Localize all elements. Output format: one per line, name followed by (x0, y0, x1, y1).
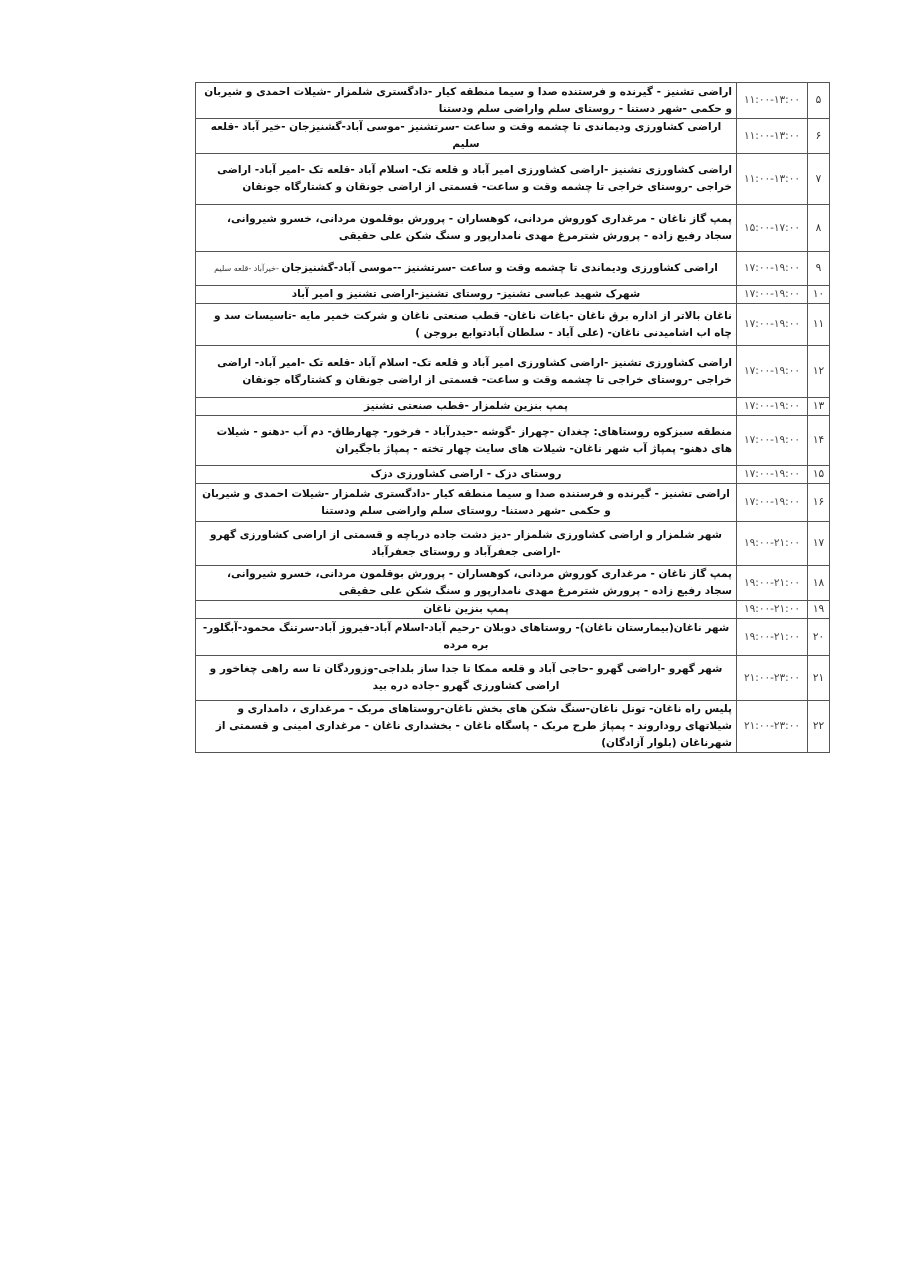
table-row (196, 252, 830, 286)
time-range: ۱۷:۰۰-۱۹:۰۰ (737, 304, 808, 346)
table-row (196, 346, 830, 398)
description-small-text: -خیرآباد -قلعه سلیم (214, 264, 282, 273)
time-range: ۱۵:۰۰-۱۷:۰۰ (737, 205, 808, 252)
description-text: اراضی کشاورزی ودیماندی تا چشمه وقت و ساعت -سرتشنیز -موسی آباد-گشنیزجان -خیر آباد -قلعه سلیم (210, 121, 722, 150)
time-range: ۱۷:۰۰-۱۹:۰۰ (737, 398, 808, 416)
time-range: ۱۱:۰۰-۱۳:۰۰ (737, 119, 808, 154)
area-description (196, 286, 737, 304)
table-row (196, 701, 830, 753)
area-description (196, 304, 737, 346)
time-range: ۱۷:۰۰-۱۹:۰۰ (737, 484, 808, 522)
description-text: اراضی کشاورزی ودیماندی تا چشمه وقت و ساعت -سرتشنیز --موسی آباد-گشنیزجان (281, 262, 718, 274)
row-number: ۵ (808, 83, 830, 119)
row-number: ۱۰ (808, 286, 830, 304)
area-description (196, 701, 737, 753)
time-range: ۱۹:۰۰-۲۱:۰۰ (737, 566, 808, 601)
row-number: ۱۹ (808, 601, 830, 619)
description-text: اراضی تشنیز - گیرنده و فرستنده صدا و سیما منطقه کیار -دادگستری شلمزار -شیلات احمدی و شیربان و حکمی -شهر دستنا - روستای سلم واراضی سلم ودستنا (204, 85, 732, 115)
table-row (196, 619, 830, 656)
description-text: پلیس راه ناغان- تونل ناغان-سنگ شکن های بخش ناغان-روستاهای مربک - مرغداری ، دامداری و شیلاتهای روداروند - پمپاژ طرح مربک - پاسگاه ناغان - بخشداری ناغان - مرغداری امینی و قسمتی از شهرناغان (بلوار آزادگان) (215, 703, 732, 749)
table-row (196, 154, 830, 205)
area-description (196, 398, 737, 416)
row-number: ۲۰ (808, 619, 830, 656)
description-text: اراضی کشاورزی تشنیز -اراضی کشاورزی امیر آباد و قلعه تک- اسلام آباد -قلعه تک -امیر آباد- اراضی خراجی -روستای خراجی تا چشمه وقت و ساعت- قسمتی از اراضی جونقان و کشتارگاه جونقان (217, 164, 732, 193)
time-range: ۱۷:۰۰-۱۹:۰۰ (737, 416, 808, 466)
area-description (196, 656, 737, 701)
time-range: ۱۹:۰۰-۲۱:۰۰ (737, 522, 808, 566)
row-number: ۱۷ (808, 522, 830, 566)
time-range: ۱۷:۰۰-۱۹:۰۰ (737, 346, 808, 398)
description-text: اراضی تشنیز - گیرنده و فرستنده صدا و سیما منطقه کیار -دادگستری شلمزار -شیلات احمدی و شیربان و حکمی -شهر دستنا- روستای سلم واراضی سلم ودستنا (202, 487, 730, 517)
row-number: ۱۲ (808, 346, 830, 398)
row-number: ۶ (808, 119, 830, 154)
time-range: ۲۱:۰۰-۲۳:۰۰ (737, 656, 808, 701)
time-range: ۱۱:۰۰-۱۳:۰۰ (737, 83, 808, 119)
area-description (196, 346, 737, 398)
row-number: ۲۲ (808, 701, 830, 753)
row-number: ۱۸ (808, 566, 830, 601)
description-text: پمپ گاز ناغان - مرغداری کوروش مردانی، کوهساران - پرورش بوقلمون مردانی، خسرو شیروانی، سجاد رفیع زاده - پرورش شترمرغ مهدی نامدارپور و سنگ شکن علی حقیقی (227, 213, 732, 242)
description-text: شهر ناغان(بیمارستان ناغان)- روستاهای دوبلان -رحیم آباد-اسلام آباد-فیروز آباد-سرتنگ محمود-آبگلور- بره مرده (202, 622, 730, 651)
time-range: ۱۹:۰۰-۲۱:۰۰ (737, 601, 808, 619)
area-description (196, 205, 737, 252)
row-number: ۱۵ (808, 466, 830, 484)
area-description (196, 154, 737, 205)
description-text: شهرک شهید عباسی تشنیز- روستای تشنیز-اراضی تشنیز و امیر آباد (291, 288, 641, 300)
description-text: ناغان بالاتر از اداره برق ناغان -باغات ناغان- قطب صنعتی ناغان و شرکت خمیر مایه -تاسیسات سد و چاه اب اشامیدنی ناغان- (علی آباد - سلطان آبادتوابع بروجن ) (214, 309, 732, 339)
time-range: ۱۷:۰۰-۱۹:۰۰ (737, 466, 808, 484)
table-row (196, 83, 830, 119)
table-row (196, 398, 830, 416)
description-text: شهر گهرو -اراضی گهرو -حاجی آباد و قلعه ممکا تا جدا ساز بلداجی-وزوردگان تا سه راهی چغاخور و اراضی کشاورزی گهرو -جاده دره بید (209, 663, 723, 692)
time-range: ۱۷:۰۰-۱۹:۰۰ (737, 286, 808, 304)
description-text: اراضی کشاورزی تشنیز -اراضی کشاورزی امیر آباد و قلعه تک- اسلام آباد -قلعه تک -امیر آباد- اراضی خراجی -روستای خراجی تا چشمه وقت و ساعت- قسمتی از اراضی جونقان و کشتارگاه جونقان (217, 356, 732, 386)
table-row (196, 522, 830, 566)
description-text: شهر شلمزار و اراضی کشاورزی شلمزار -دیز دشت جاده درباچه و قسمتی از اراضی کشاورزی گهرو -اراضی جعفرآباد و روستای جعفرآباد (210, 528, 722, 558)
area-description (196, 119, 737, 154)
table-row (196, 466, 830, 484)
area-description (196, 484, 737, 522)
time-range: ۱۷:۰۰-۱۹:۰۰ (737, 252, 808, 286)
time-range: ۲۱:۰۰-۲۳:۰۰ (737, 701, 808, 753)
description-text: پمپ گاز ناغان - مرغداری کوروش مردانی، کوهساران - پرورش بوقلمون مردانی، خسرو شیروانی، سجاد رفیع زاده - پرورش شترمرغ مهدی نامدارپور و سنگ شکن علی حقیقی (227, 568, 732, 597)
area-description (196, 466, 737, 484)
table-row (196, 304, 830, 346)
row-number: ۱۳ (808, 398, 830, 416)
row-number: ۱۴ (808, 416, 830, 466)
description-text: منطقه سبزکوه روستاهای: چغدان -چهراز -گوشه -حیدرآباد - فرخور- چهارطاق- دم آب -دهنو - شیلات های دهنو- پمپاژ آب شهر ناغان- شیلات های سایت چهار تخته - پمپاژ باجگیران (216, 425, 732, 455)
table-row (196, 286, 830, 304)
area-description (196, 416, 737, 466)
description-text: پمپ بنزین ناغان (423, 603, 509, 615)
row-number: ۱۱ (808, 304, 830, 346)
time-range: ۱۱:۰۰-۱۳:۰۰ (737, 154, 808, 205)
area-description (196, 252, 737, 286)
description-text: پمپ بنزین شلمزار -قطب صنعتی تشنیز (364, 400, 568, 412)
row-number: ۹ (808, 252, 830, 286)
area-description (196, 601, 737, 619)
table-row (196, 601, 830, 619)
table-row (196, 416, 830, 466)
row-number: ۲۱ (808, 656, 830, 701)
area-description (196, 522, 737, 566)
table-row (196, 484, 830, 522)
table-row (196, 566, 830, 601)
area-description (196, 619, 737, 656)
area-description (196, 83, 737, 119)
time-range: ۱۹:۰۰-۲۱:۰۰ (737, 619, 808, 656)
outage-schedule-table (195, 82, 830, 753)
row-number: ۷ (808, 154, 830, 205)
table-row (196, 205, 830, 252)
description-text: روستای دزک - اراضی کشاورزی دزک (370, 468, 562, 480)
table-row (196, 119, 830, 154)
row-number: ۱۶ (808, 484, 830, 522)
area-description (196, 566, 737, 601)
table-row (196, 656, 830, 701)
row-number: ۸ (808, 205, 830, 252)
